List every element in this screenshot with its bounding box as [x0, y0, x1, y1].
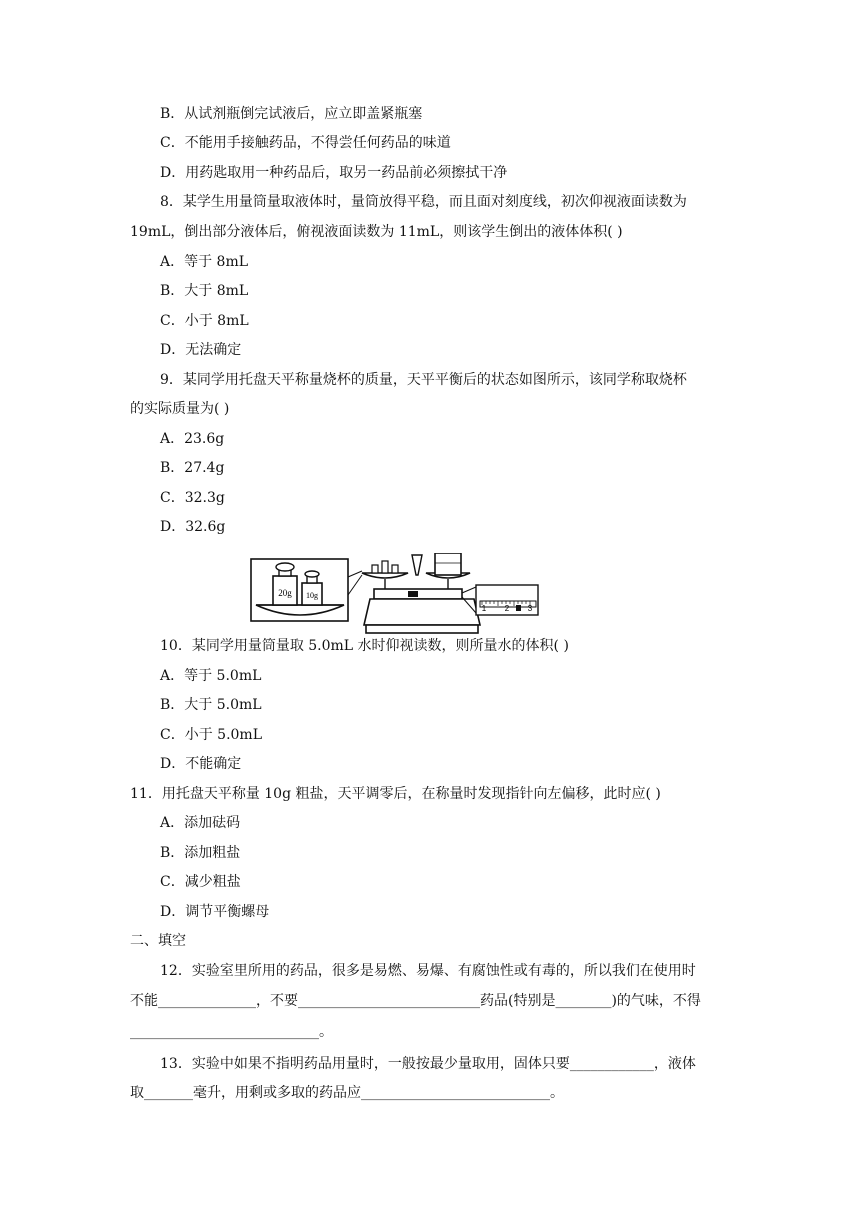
q9-stem-line2: 的实际质量为( ) — [130, 401, 230, 417]
scale-label-2: 2 — [504, 604, 510, 613]
q12-stem-line1: 12．实验室里所用的药品，很多是易燃、易爆、有腐蚀性或有毒的，所以我们在使用时 — [160, 963, 696, 979]
balance-base — [364, 599, 480, 625]
q11-stem: 11．用托盘天平称量 10g 粗盐，天平调零后，在称量时发现指针向左偏移，此时应( ) — [130, 786, 661, 802]
scale-label-3: 3 — [527, 604, 533, 613]
q9-option-c: C．32.3g — [160, 490, 225, 506]
q8-option-b: B．大于 8mL — [160, 283, 249, 299]
weights-inset — [251, 559, 348, 621]
q7-option-c: C．不能用手接触药品，不得尝任何药品的味道 — [160, 135, 451, 151]
q9-option-d: D．32.6g — [160, 519, 226, 535]
q8-option-a: A．等于 8mL — [160, 254, 249, 270]
pointer — [412, 555, 422, 575]
q11-option-d: D．调节平衡螺母 — [160, 904, 270, 920]
rider — [516, 605, 521, 611]
weight-10g-label: 10g — [306, 591, 318, 600]
q12-stem-line2: 不能______________，不要__________________________药品(特别是________)的气味，不得 — [130, 993, 701, 1009]
q11-option-c: C．减少粗盐 — [160, 874, 241, 890]
q10-option-c: C．小于 5.0mL — [160, 727, 262, 743]
weight-20g-label: 20g — [278, 588, 292, 598]
scale-label-1: 1 — [481, 604, 487, 613]
beaker — [435, 553, 461, 575]
q10-option-d: D．不能确定 — [160, 756, 242, 772]
left-pan — [362, 573, 408, 578]
q13-stem-line2: 取_______毫升，用剩或多取的药品应___________________________。 — [130, 1085, 564, 1101]
q9-option-a: A．23.6g — [160, 431, 225, 447]
q10-option-b: B．大于 5.0mL — [160, 697, 262, 713]
q9-option-b: B．27.4g — [160, 460, 225, 476]
q11-option-b: B．添加粗盐 — [160, 845, 241, 861]
q13-stem-line1: 13．实验中如果不指明药品用量时，一般按最少量取用，固体只要____________，液体 — [160, 1056, 696, 1072]
q8-option-d: D．无法确定 — [160, 342, 242, 358]
q12-stem-line3: ___________________________。 — [130, 1024, 333, 1040]
q7-option-d: D．用药匙取用一种药品后，取另一药品前必须擦拭干净 — [160, 165, 508, 181]
q11-option-a: A．添加砝码 — [160, 815, 241, 831]
q9-stem-line1: 9．某同学用托盘天平称量烧杯的质量，天平平衡后的状态如图所示，该同学称取烧杯 — [160, 372, 687, 388]
q10-option-a: A．等于 5.0mL — [160, 668, 262, 684]
q8-stem-line2: 19mL，倒出部分液体后，俯视液面读数为 11mL，则该学生倒出的液体体积( ) — [130, 224, 623, 240]
q8-option-c: C．小于 8mL — [160, 313, 249, 329]
section-heading-fill-in: 二、填空 — [130, 933, 186, 949]
pan-inset — [256, 605, 344, 615]
q10-stem: 10．某同学用量筒量取 5.0mL 水时仰视读数，则所量水的体积( ) — [160, 638, 569, 654]
q8-stem-line1: 8．某学生用量筒量取液体时，量筒放得平稳，而且面对刻度线，初次仰视液面读数为 — [160, 194, 687, 210]
balance-figure — [250, 553, 540, 639]
q7-option-b: B．从试剂瓶倒完试液后，应立即盖紧瓶塞 — [160, 106, 423, 122]
